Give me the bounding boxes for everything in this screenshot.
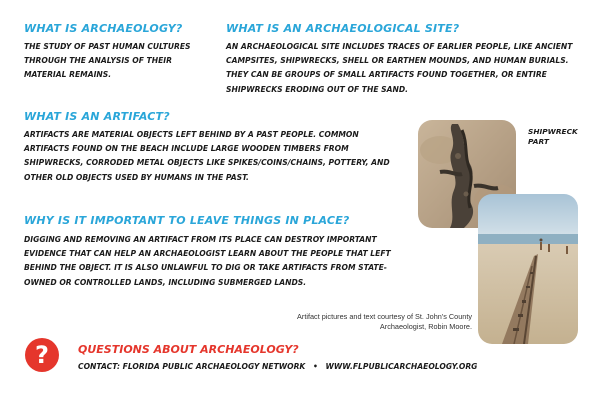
heading-what-is-artifact: WHAT IS AN ARTIFACT? [24, 110, 170, 123]
heading-what-is-site: WHAT IS AN ARCHAEOLOGICAL SITE? [226, 22, 460, 35]
website-link[interactable]: WWW.FLPUBLICARCHAEOLOGY.ORG [325, 362, 478, 371]
contact-prefix: CONTACT: [78, 362, 120, 371]
contact-bullet: • [312, 362, 318, 371]
heading-what-is-archaeology: WHAT IS ARCHAEOLOGY? [24, 22, 183, 35]
question-icon [25, 338, 59, 372]
question-mark-glyph: ? [35, 341, 49, 369]
text-leave-in-place: DIGGING AND REMOVING AN ARTIFACT FROM ITS PLACE CAN DESTROY IMPORTANT EVIDENCE THAT CAN HELP AN ARCHAEOLOGIST LEARN ABOUT THE PEOPLE THAT LEFT BEHIND THE OBJECT. IT IS ALSO UNLAWFUL TO DIG OR TAKE ARTIFACTS FROM STATE-OWNED OR CONTROLLED LANDS, INCLUDING SUBMERGED LANDS. [24, 235, 391, 287]
text-what-is-site: AN ARCHAEOLOGICAL SITE INCLUDES TRACES OF EARLIER PEOPLE, LIKE ANCIENT CAMPSITES, SHIPWRECKS, SHELL OR EARTHEN MOUNDS, AND HUMAN BURIALS. THEY CAN BE GROUPS OF SMALL ARTIFACTS FOUND TOGETHER, OR ENTIRE SHIPWRECKS ERODING OUT OF THE SAND. [226, 42, 573, 94]
photo-credit: Artifact pictures and text courtesy of St. John's County Archaeologist, Robin Moore. [297, 312, 472, 331]
text-what-is-archaeology: THE STUDY OF PAST HUMAN CULTURES THROUGH THE ANALYSIS OF THEIR MATERIAL REMAINS. [24, 42, 191, 80]
contact-org: FLORIDA PUBLIC ARCHAEOLOGY NETWORK [122, 362, 306, 371]
beach-timbers-photo [478, 194, 578, 344]
heading-leave-in-place: WHY IS IT IMPORTANT TO LEAVE THINGS IN PLACE? [24, 214, 350, 227]
text-what-is-artifact: ARTIFACTS ARE MATERIAL OBJECTS LEFT BEHIND BY A PAST PEOPLE. COMMON ARTIFACTS FOUND ON THE BEACH INCLUDE LARGE WOODEN TIMBERS FROM SHIPWRECKS, CORRODED METAL OBJECTS LIKE SPIKES/COINS/CHAINS, POTTERY, AND OTHER OLD OBJECTS USED BY HUMANS IN THE PAST. [24, 130, 390, 182]
beach-timbers-image [478, 194, 578, 344]
contact-line [78, 362, 477, 371]
questions-heading: QUESTIONS ABOUT ARCHAEOLOGY? [78, 343, 299, 356]
photo-caption: SHIPWRECK PART [528, 127, 578, 146]
